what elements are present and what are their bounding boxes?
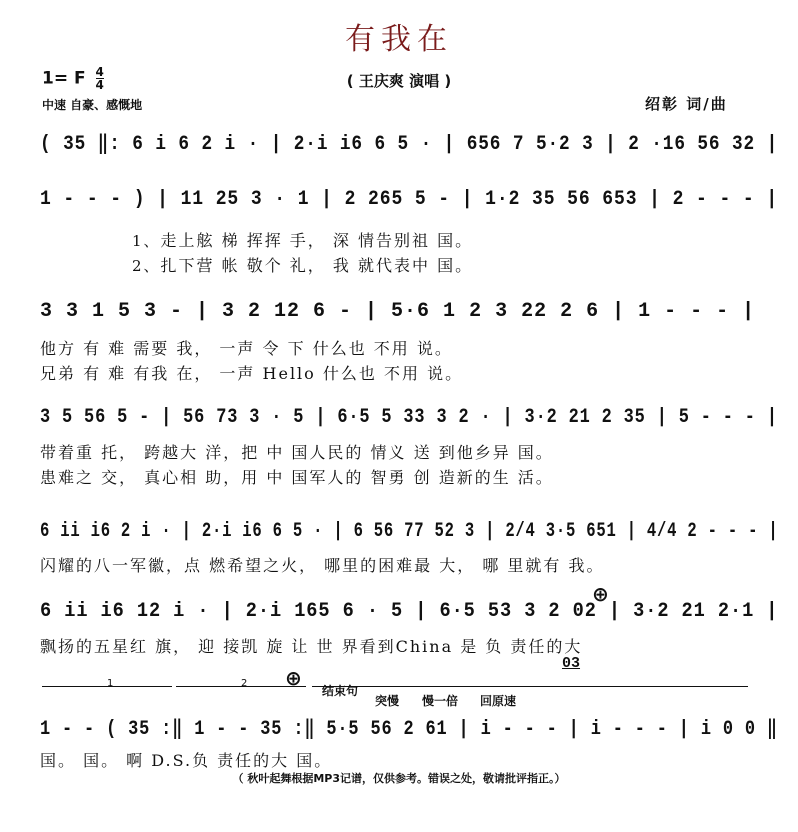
lyric-line: 兄弟 有 难 有我 在， 一声 Hello 什么也 不用 说。 — [40, 364, 464, 383]
lyric-line: 飘扬的五星红 旗， 迎 接凯 旋 让 世 界看到China 是 负 责任的大 — [40, 637, 583, 656]
coda-sign: ⊕ — [285, 666, 302, 690]
score-line-2: 1 - - - ) | 11 25 3 · 1 | 2 265 5 - | 1·2 35 56 653 | 2 - - - | — [40, 188, 779, 211]
score-line-5: 6 ii i6 2 i · | 2·i i6 6 5 · | 6 56 77 52 3 | 2/4 3·5 651 | 4/4 2 - - - | — [40, 520, 779, 543]
coda-sign: ⊕ — [592, 582, 609, 606]
score-line-1: ( 35 ‖: 6 i 6 2 i · | 2·i i6 6 5 · | 656 7 5·2 3 | 2 ·16 56 32 | — [40, 133, 779, 156]
coda-label: 结束句 — [322, 684, 359, 698]
time-denominator: 4 — [95, 78, 104, 92]
volta-1-label: 1 — [107, 678, 114, 689]
key-label: 1= F — [42, 68, 86, 89]
section-markers — [40, 666, 752, 708]
first-ending-bracket — [42, 678, 172, 695]
lyric-line — [132, 253, 473, 276]
score-line-3: 3 3 1 5 3 - | 3 2 12 6 - | 5·6 1 2 3 22 2 6 | 1 - - - | — [40, 300, 756, 323]
pickup-notes: 03 — [562, 655, 581, 672]
song-title: 有我在 — [345, 22, 453, 57]
score-line-6: 6 ii i6 12 i · | 2·i 165 6 · 5 | 6·5 53 3 2 02 | 3·2 21 2·1 | — [40, 600, 779, 623]
tempo-slower-label: 慢一倍 — [422, 694, 459, 708]
lyric-line: 他方 有 难 需要 我， 一声 令 下 什么也 不用 说。 — [40, 339, 453, 358]
lyric-line: 患难之 交， 真心相 助，用 中 国军人的 智勇 创 造新的生 活。 — [40, 468, 554, 487]
singer-credit: ( 王庆爽 演唱 ) — [346, 72, 452, 90]
verse-number: 2、 — [132, 257, 161, 275]
lyric-line — [132, 228, 473, 251]
score-line-4: 3 5 56 5 - | 56 73 3 · 5 | 6·5 5 33 3 2 · | 3·2 21 2 35 | 5 - - - | — [40, 406, 778, 429]
lyric-line: 带着重 托， 跨越大 洋，把 中 国人民的 情义 送 到他乡异 国。 — [40, 443, 554, 462]
verse-number: 1、 — [132, 232, 161, 250]
lyric-line: 闪耀的八一军徽，点 燃希望之火， 哪里的困难最 大， 哪 里就有 我。 — [40, 556, 605, 575]
lyric-line: 国。 国。 啊 D.S.负 责任的大 国。 — [40, 751, 333, 770]
lyric-text: 走上舷 梯 挥挥 手， 深 情告别祖 国。 — [160, 231, 474, 250]
volta-2-label: 2 — [241, 678, 248, 689]
lyric-text: 扎下营 帐 敬个 礼， 我 就代表中 国。 — [160, 256, 474, 275]
tempo-marking: 中速 自豪、感慨地 — [42, 98, 143, 112]
transcription-note: （ 秋叶起舞根据MP3记谱，仅供参考。错误之处，敬请批评指正。） — [232, 772, 566, 785]
tempo-slow-label: 突慢 — [375, 694, 400, 708]
time-numerator: 4 — [95, 65, 104, 79]
score-line-7: 1 - - ( 35 :‖ 1 - - 35 :‖ 5·5 56 2 61 | i - - - | i - - - | i 0 0 ‖ — [40, 718, 778, 741]
a-tempo-label: 回原速 — [480, 694, 517, 708]
composer-credit: 绍彰 词/曲 — [645, 95, 728, 113]
